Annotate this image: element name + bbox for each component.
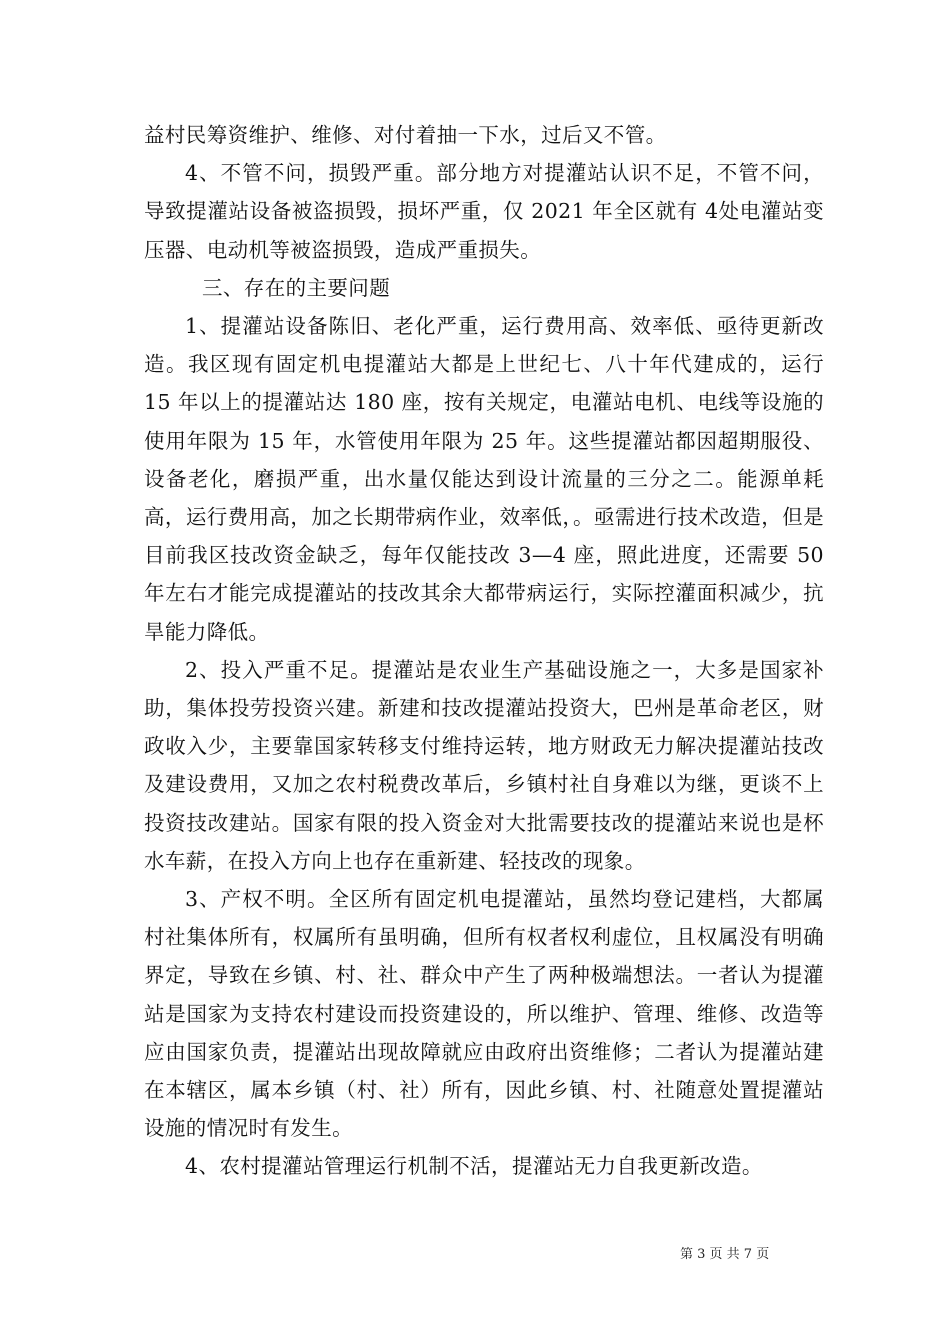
paragraph-problem-4-management-mechanism: 4、农村提灌站管理运行机制不活，提灌站无力自我更新改造。 bbox=[185, 1154, 763, 1179]
paragraph-problem-2-insufficient-investment: 2、投入严重不足。提灌站是农业生产基础设施之一，大多是国家补助，集体投劳投资兴建。新建和技改提灌站投资大，巴州是革命老区，财政收入少，主要靠国家转移支付维持运转，地方财政无力解决提灌站技改及建设费用，又加之农村税费改革后，乡镇村社自身难以为继，更谈不上投资技改建站。国家有限的投入资金对大批需要技改的提灌站来说也是杯水车薪，在投入方向上也存在重新建、轻技改的现象。 bbox=[144, 657, 824, 873]
paragraph-item-4-neglect: 4、不管不问，损毁严重。部分地方对提灌站认识不足，不管不问，导致提灌站设备被盗损毁，损坏严重，仅 2021 年全区就有 4处电灌站变压器、电动机等被盗损毁，造成严重损失。 bbox=[144, 161, 824, 262]
paragraph-problem-1-aging-equipment: 1、提灌站设备陈旧、老化严重，运行费用高、效率低、亟待更新改造。我区现有固定机电提灌站大都是上世纪七、八十年代建成的，运行 15 年以上的提灌站达 180 座，按有关规定，电灌站电机、电线等设施的使用年限为 15 年，水管使用年限为 25 年。这些提灌站都因超期服役、设备老化，磨损严重，出水量仅能达到设计流量的三分之二。能源单耗高，运行费用高，加之长期带病作业，效率低，。亟需进行技术改造，但是目前我区技改资金缺乏，每年仅能技改 3—4 座，照此进度，还需要 50 年左右才能完成提灌站的技改其余大都带病运行，实际控灌面积减少，抗旱能力降低。 bbox=[144, 314, 824, 644]
document-body bbox=[144, 116, 824, 1186]
section-heading-main-problems: 三、存在的主要问题 bbox=[202, 275, 391, 300]
paragraph-continuation: 益村民筹资维护、维修、对付着抽一下水，过后又不管。 bbox=[144, 123, 667, 147]
page-number: 第 3 页 共 7 页 bbox=[680, 1247, 770, 1262]
paragraph-problem-3-unclear-ownership: 3、产权不明。全区所有固定机电提灌站，虽然均登记建档，大都属村社集体所有，权属所有虽明确，但所有权者权利虚位，且权属没有明确界定，导致在乡镇、村、社、群众中产生了两种极端想法。一者认为提灌站是国家为支持农村建设而投资建设的，所以维护、管理、维修、改造等应由国家负责，提灌站出现故障就应由政府出资维修；二者认为提灌站建在本辖区，属本乡镇（村、社）所有，因此乡镇、村、社随意处置提灌站设施的情况时有发生。 bbox=[144, 887, 824, 1141]
